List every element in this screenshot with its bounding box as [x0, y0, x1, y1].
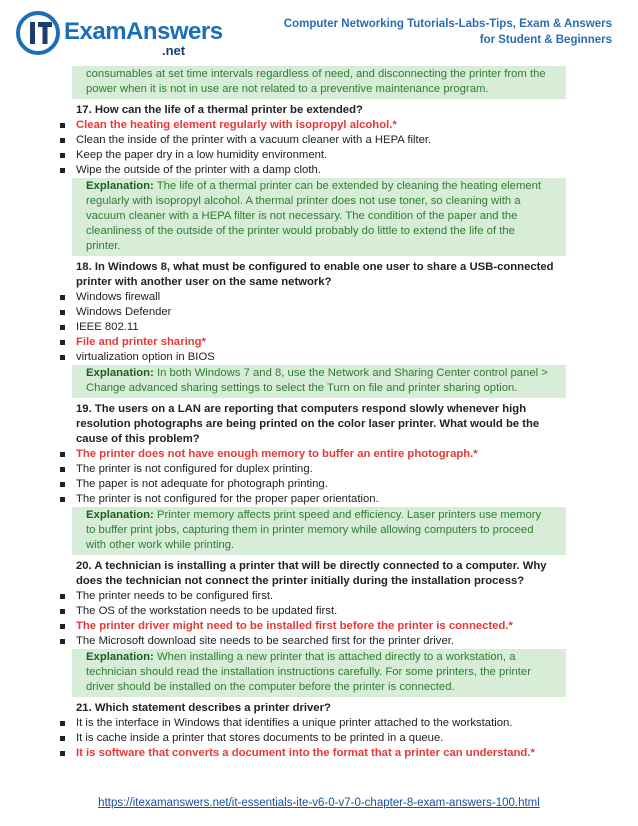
answer-option: IEEE 802.11 [58, 320, 566, 335]
answer-options [58, 447, 566, 507]
answer-option: The printer needs to be configured first. [58, 589, 566, 604]
intro-explanation: consumables at set time intervals regardless of need, and disconnecting the printer from the power when it is not in use are not related to a preventive maintenance program. [72, 66, 566, 99]
answer-option: The Microsoft download site needs to be searched first for the printer driver. [58, 634, 566, 649]
answer-option: The printer is not configured for the proper paper orientation. [58, 492, 566, 507]
correct-answer-option: File and printer sharing* [58, 335, 566, 350]
question-text: 20. A technician is installing a printer that will be directly connected to a computer. Why does the technician not connect the printer initially during the installation process? [76, 560, 547, 587]
answer-option: The printer is not configured for duplex printing. [58, 462, 566, 477]
explanation-box [72, 507, 566, 555]
question-list [58, 103, 566, 761]
logo-wordmark [64, 18, 223, 46]
explanation-text: The life of a thermal printer can be extended by cleaning the heating element regularly with isopropyl alcohol. A thermal printer does not use toner, so cleaning with a vacuum cleaner with a HEPA filter is not necessary. The condition of the paper and the cleanliness of the outside of the printer would probably do little to extend the life of the printer. [86, 180, 542, 252]
site-logo[interactable] [14, 8, 224, 58]
logo-exam: Exam [64, 18, 127, 45]
answer-options [58, 716, 566, 761]
answer-option: Windows firewall [58, 290, 566, 305]
question-text: 17. How can the life of a thermal printer be extended? [76, 104, 363, 116]
question-text: 18. In Windows 8, what must be configured to enable one user to share a USB-connected printer with another user on the same network? [76, 261, 554, 288]
explanation-label: Explanation: [86, 509, 154, 521]
explanation-text: Printer memory affects print speed and efficiency. Laser printers use memory to buffer print jobs, capturing them in printer memory while allowing computers to proceed with other work while printing. [86, 509, 542, 551]
explanation-box [72, 178, 566, 256]
question-text: 21. Which statement describes a printer driver? [76, 702, 331, 714]
answer-option: It is the interface in Windows that identifies a unique printer attached to the workstation. [58, 716, 566, 731]
answer-options [58, 118, 566, 178]
correct-answer-option: The printer driver might need to be installed first before the printer is connected.* [58, 619, 566, 634]
explanation-box [72, 649, 566, 697]
explanation-text: When installing a new printer that is attached directly to a workstation, a technician should read the installation instructions carefully. For some printers, the printer driver should be installed on the computer before the printer is connected. [86, 651, 531, 693]
correct-answer-option: It is software that converts a document into the format that a printer can understand.* [58, 746, 566, 761]
answer-options [58, 290, 566, 365]
answer-option: Wipe the outside of the printer with a damp cloth. [58, 163, 566, 178]
document-body [58, 66, 566, 761]
tagline-line-1: Computer Networking Tutorials-Labs-Tips, Exam & Answers [283, 18, 612, 30]
answer-option: Clean the inside of the printer with a vacuum cleaner with a HEPA filter. [58, 133, 566, 148]
page-footer [0, 797, 638, 809]
logo-it-icon [14, 8, 64, 58]
answer-option: Windows Defender [58, 305, 566, 320]
explanation-box [72, 365, 566, 398]
explanation-label: Explanation: [86, 651, 154, 663]
correct-answer-option: The printer does not have enough memory to buffer an entire photograph.* [58, 447, 566, 462]
answer-option: virtualization option in BIOS [58, 350, 566, 365]
answer-option: The OS of the workstation needs to be updated first. [58, 604, 566, 619]
question-text: 19. The users on a LAN are reporting that computers respond slowly whenever high resolution photographs are being printed on the color laser printer. What would be the cause of this problem? [76, 403, 540, 445]
correct-answer-option: Clean the heating element regularly with isopropyl alcohol.* [58, 118, 566, 133]
explanation-text: In both Windows 7 and 8, use the Network and Sharing Center control panel > Change advanced sharing settings to select the Turn on file and printer sharing option. [86, 367, 548, 394]
footer-url-link[interactable]: https://itexamanswers.net/it-essentials-ite-v6-0-v7-0-chapter-8-exam-answers-100.html [98, 797, 540, 809]
logo-net: .net [162, 43, 186, 58]
answer-options [58, 589, 566, 649]
logo-answers: Answers [126, 18, 223, 45]
answer-option: Keep the paper dry in a low humidity environment. [58, 148, 566, 163]
answer-option: The paper is not adequate for photograph printing. [58, 477, 566, 492]
explanation-label: Explanation: [86, 367, 154, 379]
explanation-label: Explanation: [86, 180, 154, 192]
tagline-line-2: for Student & Beginners [479, 34, 612, 46]
answer-option: It is cache inside a printer that stores documents to be printed in a queue. [58, 731, 566, 746]
page-header [0, 0, 638, 62]
header-tagline [272, 16, 612, 48]
